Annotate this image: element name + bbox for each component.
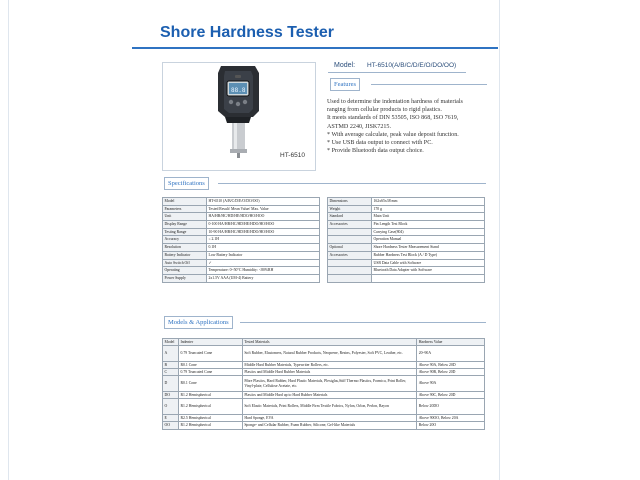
spec-row (163, 244, 320, 252)
page-border-right (499, 0, 500, 480)
model-row (163, 369, 485, 376)
model-row (163, 392, 485, 399)
spec-value: 162x65x38 mm (372, 198, 485, 206)
model-underline (328, 72, 466, 73)
specifications-tab-line (218, 183, 486, 184)
spec-value: Operation Manual (372, 236, 485, 244)
model-code: E (163, 415, 179, 422)
column-header-tested-materials: Tested Materials (242, 339, 416, 346)
spec-row (163, 213, 320, 221)
spec-value (372, 274, 485, 282)
spec-row (163, 251, 320, 259)
models-table (162, 338, 485, 430)
spec-value: Bluetooth Data Adapter with Software (372, 267, 485, 275)
column-header-hardness-value: Hardness Value (417, 339, 485, 346)
title-underline (132, 47, 498, 49)
model-row (163, 346, 485, 362)
spec-key: Display Range (163, 221, 207, 229)
spec-row (163, 236, 320, 244)
spec-row (163, 267, 320, 275)
spec-value: HT-6510 (A/B/C/D/E/O/DO/OO) (207, 198, 320, 206)
spec-value: Temperature: 0~50°C Humidity: <80%RH (207, 267, 320, 275)
spec-key: Auto Switch Off (163, 259, 207, 267)
spec-value: HA/HB/HC/HD/HE/HDO/HO/HOO (207, 213, 320, 221)
page-title: Shore Hardness Tester (160, 24, 334, 41)
spec-key: Accessories (328, 251, 372, 259)
spec-row (328, 244, 485, 252)
model-materials: Plastics and Middle Hard up to Hard Rubber Materials (242, 392, 416, 399)
model-code: DO (163, 392, 179, 399)
spec-value: Low Battery Indicator (207, 251, 320, 259)
spec-key: Weight (328, 205, 372, 213)
model-materials: Plastics and Middle Hard Rubber Materials (242, 369, 416, 376)
product-image-label: HT-6510 (280, 152, 305, 159)
model-indenter: R1.2 Hemispherical (178, 399, 242, 415)
spec-key: Accuracy (163, 236, 207, 244)
specifications-tab: Specifications (164, 177, 209, 190)
model-indenter: R1.2 Hemispherical (178, 392, 242, 399)
model-hardness: Below 20DO (417, 399, 485, 415)
spec-value: USB Data Cable with Software (372, 259, 485, 267)
spec-value: 2x1.5V AAA (UM-4) Battery (207, 274, 320, 282)
spec-key: Model (163, 198, 207, 206)
model-code: OO (163, 422, 179, 430)
model-hardness: Below 20O (417, 422, 485, 430)
features-line: ranging from cellular products to rigid plastics. (327, 107, 442, 114)
features-line: * Use USB data output to connect with PC. (327, 140, 433, 147)
spec-row (163, 228, 320, 236)
spec-value: 0.1H (207, 244, 320, 252)
models-applications-tab: Models & Applications (164, 316, 233, 329)
spec-row (163, 274, 320, 282)
spec-key: Accessories (328, 221, 372, 229)
model-row (163, 415, 485, 422)
model-row (163, 362, 485, 369)
spec-key: Parameters (163, 205, 207, 213)
spec-row (328, 267, 485, 275)
features-line: Used to determine the indentation hardness of materials (327, 99, 463, 105)
features-list (327, 98, 487, 155)
spec-key (328, 274, 372, 282)
spec-key: Power Supply (163, 274, 207, 282)
model-hardness: Above 90B, Below 20D (417, 369, 485, 376)
features-tab: Features (330, 78, 360, 91)
model-materials: Sponge- and Cellular Rubber, Foam Rubber, Silicone, Gel-like Materials (242, 422, 416, 430)
spec-value: Tested Result/ Mean Value/ Max. Value (207, 205, 320, 213)
spec-value: 0-100 HA/HB/HC/HD/HE/HDO/HO/HOO (207, 221, 320, 229)
spec-row (163, 198, 320, 206)
column-header-indenter: Indenter (178, 339, 242, 346)
spec-key: Testing Range (163, 228, 207, 236)
spec-value: Rubber Hardness Test Block (A / D Type) (372, 251, 485, 259)
spec-key: Standard (328, 213, 372, 221)
spec-key (328, 259, 372, 267)
model-indenter: 0.79 Truncated Cone (178, 369, 242, 376)
spec-row (328, 251, 485, 259)
features-line: * Provide Bluetooth data output choice. (327, 148, 424, 155)
spec-row (328, 213, 485, 221)
spec-key: Resolution (163, 244, 207, 252)
spec-key: Operating (163, 267, 207, 275)
spec-key: Unit (163, 213, 207, 221)
model-materials: Soft Rubber, Elastomers, Natural Rubber Products, Neoprene, Resins, Polyester, Soft PVC, Leather, etc. (242, 346, 416, 362)
model-indenter: R1.2 Hemispherical (178, 422, 242, 430)
spec-row (163, 259, 320, 267)
model-indenter: R0.1 Cone (178, 362, 242, 369)
spec-key (328, 267, 372, 275)
model-hardness: Above 90A, Below 20D (417, 362, 485, 369)
features-tab-line (371, 84, 487, 85)
model-hardness: Above 90OO, Below 20A (417, 415, 485, 422)
column-header-model: Model (163, 339, 179, 346)
spec-key: Optional (328, 244, 372, 252)
model-value: HT-6510(A/B/C/D/E/O/DO/OO) (367, 62, 457, 69)
model-code: C (163, 369, 179, 376)
page-border-left (8, 0, 9, 480)
spec-value: ≤ 2.1H (207, 236, 320, 244)
spec-row (328, 236, 485, 244)
model-indenter: R0.1 Cone (178, 376, 242, 392)
features-line: ASTMD 2240, JISK7215. (327, 123, 391, 130)
model-indenter: R2.5 Hemispherical (178, 415, 242, 422)
svg-text:88.8: 88.8 (231, 87, 246, 94)
models-tab-line (240, 322, 486, 323)
model-code: B (163, 362, 179, 369)
spec-value: 170 g (372, 205, 485, 213)
model-materials: Middle Hard Rubber Materials, Typewriter Rollers, etc. (242, 362, 416, 369)
spec-value: ✓ (207, 259, 320, 267)
spec-row (328, 259, 485, 267)
spec-row (163, 205, 320, 213)
model-materials: Soft Elastic Materials, Print Rollers, Middle Firm Textile Fabrics, Nylon, Orlon, Perlon, Rayon (242, 399, 416, 415)
model-row (163, 399, 485, 415)
spec-value: 10-90 HA/HB/HC/HD/HE/HDO/HO/HOO (207, 228, 320, 236)
spec-row (328, 221, 485, 229)
spec-key (328, 236, 372, 244)
spec-key (328, 228, 372, 236)
model-hardness: 20~90A (417, 346, 485, 362)
spec-row (328, 274, 485, 282)
spec-row (328, 205, 485, 213)
features-line: * With average calculate, peak value deposit function. (327, 131, 459, 138)
spec-value: Pin Length Test Block (372, 221, 485, 229)
model-hardness: Above 90A (417, 376, 485, 392)
models-header-row (163, 339, 485, 346)
model-row (163, 376, 485, 392)
model-row (163, 422, 485, 430)
model-code: A (163, 346, 179, 362)
specifications-table-right (327, 197, 485, 283)
spec-key: Battery Indicator (163, 251, 207, 259)
spec-row (328, 198, 485, 206)
model-materials: Hard Sponge, EVA (242, 415, 416, 422)
specifications-table-left (162, 197, 320, 283)
model-label: Model: (334, 62, 356, 69)
spec-value: Carrying Case(804) (372, 228, 485, 236)
spec-value: Shore Hardness Tester Measurement Stand (372, 244, 485, 252)
model-indenter: 0.79 Truncated Cone (178, 346, 242, 362)
spec-key: Dimensions (328, 198, 372, 206)
spec-row (328, 228, 485, 236)
features-line: It meets standards of DIN 53505, ISO 868, ISO 7619, (327, 115, 459, 122)
spec-row (163, 221, 320, 229)
model-hardness: Above 90C, Below 20D (417, 392, 485, 399)
model-code: O (163, 399, 179, 415)
model-materials: Fibre Plastics, Hard Rubber, Hard Plastic Materials, Plexiglas,Stiff Thermo Plastics, Formica, Print Roller, Vinyl-plate, Cellulose Acetate, etc. (242, 376, 416, 392)
model-code: D (163, 376, 179, 392)
spec-value: Main Unit (372, 213, 485, 221)
